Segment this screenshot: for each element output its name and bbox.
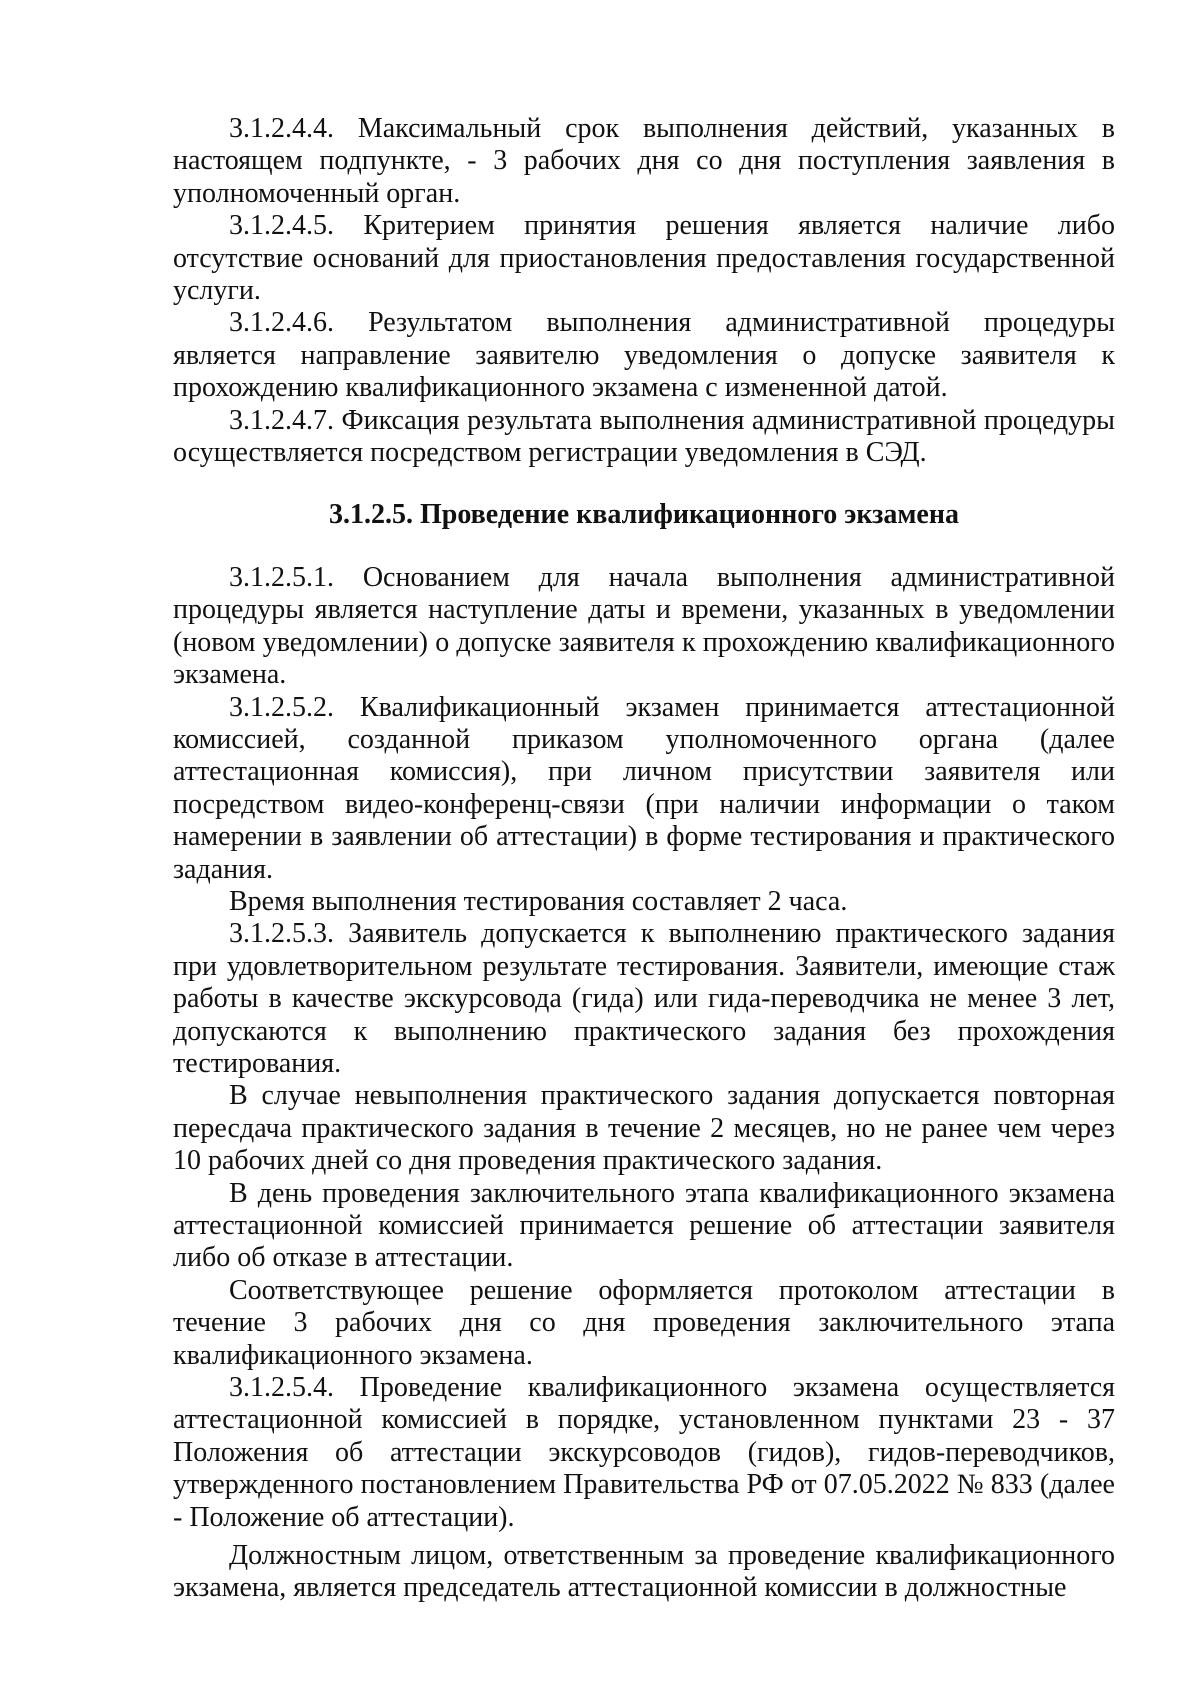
paragraph-3-1-2-5-1: 3.1.2.5.1. Основанием для начала выполнения административной процедуры является наступление даты и времени, указанных в уведомлении (новом уведомлении) о допуске заявителя к прохождению квалификационного экзамена.	[173, 561, 1115, 691]
paragraph-testing-time: Время выполнения тестирования составляет 2 часа.	[229, 885, 848, 917]
paragraph-responsible-official: Должностным лицом, ответственным за проведение квалификационного экзамена, является председатель аттестационной комиссии в должностные	[173, 1540, 1115, 1604]
paragraph-3-1-2-4-5: 3.1.2.4.5. Критерием принятия решения является наличие либо отсутствие оснований для приостановления предоставления государственной услуги.	[173, 210, 1115, 307]
paragraph-3-1-2-5-3: 3.1.2.5.3. Заявитель допускается к выполнению практического задания при удовлетворительном результате тестирования. Заявители, имеющие стаж работы в качестве экскурсовода (гида) или гида-переводчика не менее 3 лет, допускаются к выполнению практического задания без прохождения тестирования.	[173, 918, 1115, 1079]
paragraph-3-1-2-5-2: 3.1.2.5.2. Квалификационный экзамен принимается аттестационной комиссией, созданной приказом уполномоченного органа (далее аттестационная комиссия), при личном присутствии заявителя или посредством видео-конференц-связи (при наличии информации о таком намерении в заявлении об аттестации) в форме тестирования и практического задания.	[173, 691, 1115, 885]
paragraph-3-1-2-5-4: 3.1.2.5.4. Проведение квалификационного экзамена осуществляется аттестационной комиссией в порядке, установленном пунктами 23 - 37 Положения об аттестации экскурсоводов (гидов), гидов-переводчиков, утвержденного постановлением Правительства РФ от 07.05.2022 № 833 (далее - Положение об аттестации).	[173, 1372, 1115, 1533]
paragraph-final-stage-decision: В день проведения заключительного этапа квалификационного экзамена аттестационной комиссией принимается решение об аттестации заявителя либо об отказе в аттестации.	[173, 1177, 1115, 1274]
section-heading: 3.1.2.5. Проведение квалификационного экзамена	[329, 499, 959, 531]
paragraph-protocol: Соответствующее решение оформляется протоколом аттестации в течение 3 рабочих дня со дня проведения заключительного этапа квалификационного экзамена.	[173, 1274, 1115, 1371]
document-body	[173, 113, 1115, 1605]
paragraph-3-1-2-4-6: 3.1.2.4.6. Результатом выполнения административной процедуры является направление заявителю уведомления о допуске заявителя к прохождению квалификационного экзамена с измененной датой.	[173, 307, 1115, 404]
paragraph-retake: В случае невыполнения практического задания допускается повторная пересдача практического задания в течение 2 месяцев, но не ранее чем через 10 рабочих дней со дня проведения практического задания.	[173, 1080, 1115, 1177]
paragraph-3-1-2-4-7: 3.1.2.4.7. Фиксация результата выполнения административной процедуры осуществляется посредством регистрации уведомления в СЭД.	[173, 404, 1115, 469]
paragraph-3-1-2-4-4: 3.1.2.4.4. Максимальный срок выполнения действий, указанных в настоящем подпункте, - 3 рабочих дня со дня поступления заявления в уполномоченный орган.	[173, 113, 1115, 209]
